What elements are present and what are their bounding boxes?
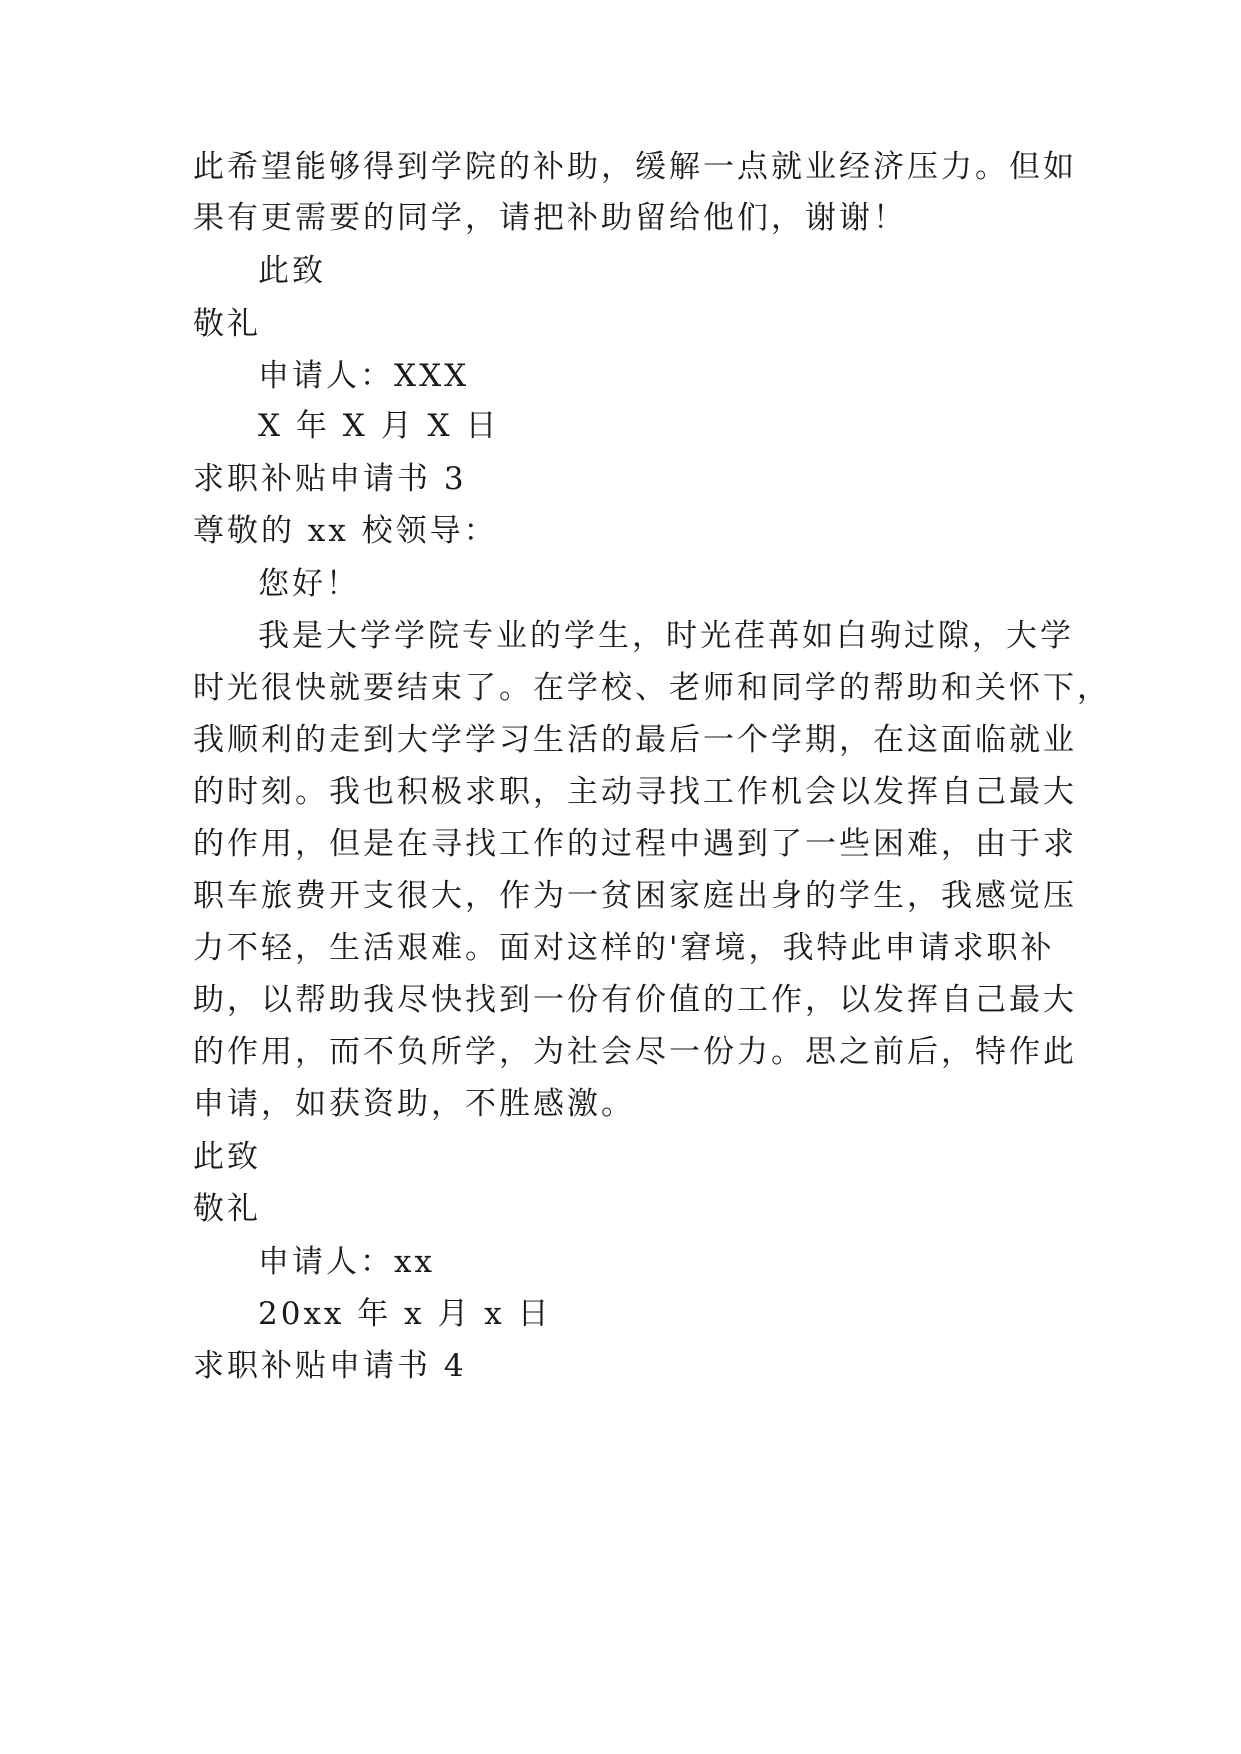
body-line: 职车旅费开支很大，作为一贫困家庭出身的学生，我感觉压 [193, 878, 1077, 914]
closing-jingli: 敬礼 [193, 1191, 261, 1227]
body-line: 我是大学学院专业的学生，时光荏苒如白驹过隙，大学 [258, 618, 1074, 654]
closing-jingli: 敬礼 [193, 306, 261, 342]
closing-cizhi: 此致 [193, 1139, 261, 1175]
body-line: 的作用，而不负所学，为社会尽一份力。思之前后，特作此 [193, 1034, 1077, 1070]
paragraph-line: 果有更需要的同学，请把补助留给他们，谢谢！ [193, 200, 907, 236]
applicant-name: 申请人：xx [258, 1244, 435, 1280]
body-line: 时光很快就要结束了。在学校、老师和同学的帮助和关怀下， [193, 670, 1111, 706]
application-date: 20xx 年 x 月 x 日 [258, 1296, 552, 1332]
body-line: 申请，如获资助，不胜感激。 [193, 1086, 635, 1122]
body-line: 的时刻。我也积极求职，主动寻找工作机会以发挥自己最大 [193, 774, 1077, 810]
greeting: 您好！ [258, 566, 360, 602]
paragraph-line: 此希望能够得到学院的补助，缓解一点就业经济压力。但如 [193, 149, 1077, 185]
section-title: 求职补贴申请书 4 [193, 1348, 467, 1384]
body-line: 的作用，但是在寻找工作的过程中遇到了一些困难，由于求 [193, 826, 1077, 862]
salutation: 尊敬的 xx 校领导： [193, 513, 498, 549]
section-title: 求职补贴申请书 3 [193, 461, 467, 497]
closing-cizhi: 此致 [258, 253, 326, 289]
body-line: 力不轻，生活艰难。面对这样的'窘境，我特此申请求职补 [193, 930, 1055, 966]
application-date: X 年 X 月 X 日 [258, 408, 500, 444]
applicant-name: 申请人：XXX [258, 358, 470, 394]
body-line: 助，以帮助我尽快找到一份有价值的工作，以发挥自己最大 [193, 982, 1077, 1018]
body-line: 我顺利的走到大学学习生活的最后一个学期，在这面临就业 [193, 722, 1077, 758]
